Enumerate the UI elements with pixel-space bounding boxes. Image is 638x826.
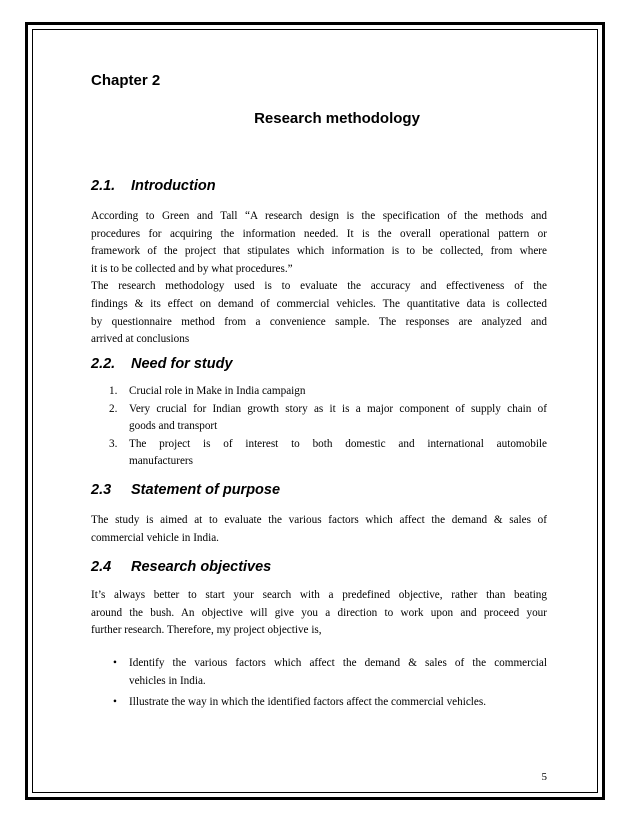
text-line: arrived at conclusions <box>91 333 190 346</box>
text-line: goods and transport <box>129 420 218 433</box>
list-item <box>91 694 547 712</box>
introduction-paragraph <box>91 208 547 349</box>
list-number: 3. <box>109 437 118 450</box>
text-line: framework of the project that stipulates which information is to be collected, from where <box>91 245 547 258</box>
section-number: 2.3 <box>91 482 112 498</box>
text-line: around the bush. An objective will give you a direction to work upon and proceed your <box>91 606 547 619</box>
list-item <box>91 401 547 436</box>
page-title: Research methodology <box>254 110 420 127</box>
section-title: Research objectives <box>131 559 272 575</box>
page-number: 5 <box>541 771 547 783</box>
section-title: Introduction <box>131 178 216 194</box>
list-item <box>91 436 547 471</box>
list-number: 1. <box>109 385 118 397</box>
section-number: 2.4 <box>91 559 112 575</box>
text-line: Crucial role in Make in India campaign <box>129 385 306 397</box>
list-number: 2. <box>109 402 118 415</box>
text-line: commercial vehicle in India. <box>91 531 219 544</box>
section-number: 2.2. <box>91 356 116 372</box>
objectives-bullet-list <box>91 655 547 716</box>
section-heading-introduction <box>91 178 216 194</box>
section-number: 2.1. <box>91 178 116 194</box>
chapter-label: Chapter 2 <box>91 72 161 89</box>
list-item <box>91 655 547 690</box>
list-item <box>91 383 547 401</box>
text-line: Very crucial for Indian growth story as it is a major component of supply chain of <box>129 402 547 415</box>
text-line: further research. Therefore, my project objective is, <box>91 624 322 637</box>
section-heading-statement-of-purpose <box>91 482 280 498</box>
bullet-icon: • <box>113 657 117 669</box>
objectives-paragraph <box>91 587 547 640</box>
text-line: Identify the various factors which affect the demand & sales of the commercial <box>129 657 547 669</box>
text-line: findings & its effect on demand of commercial vehicles. The quantitative data is collected <box>91 297 547 310</box>
bullet-icon: • <box>113 696 117 709</box>
section-heading-need-for-study <box>91 356 233 372</box>
text-line: The project is of interest to both domestic and international automobile <box>129 437 547 450</box>
section-title: Need for study <box>131 356 233 372</box>
purpose-paragraph <box>91 512 547 547</box>
need-for-study-list <box>91 383 547 471</box>
text-line: procedures for acquiring the information needed. It is the overall operational pattern or <box>91 227 547 240</box>
text-line: manufacturers <box>129 455 193 468</box>
section-heading-research-objectives <box>91 559 271 575</box>
text-line: by questionnaire method from a convenience sample. The responses are analyzed and <box>91 315 547 328</box>
text-line: The study is aimed at to evaluate the various factors which affect the demand & sales of <box>91 514 547 526</box>
text-line: The research methodology used is to evaluate the accuracy and effectiveness of the <box>91 280 547 293</box>
text-line: it is to be collected and by what procedures.” <box>91 262 293 275</box>
section-title: Statement of purpose <box>131 482 281 498</box>
text-line: It’s always better to start your search with a predefined objective, rather than beating <box>91 589 547 601</box>
text-line: vehicles in India. <box>129 674 206 687</box>
text-line: Illustrate the way in which the identified factors affect the commercial vehicles. <box>129 696 487 709</box>
text-line: According to Green and Tall “A research design is the specification of the methods and <box>91 210 547 222</box>
